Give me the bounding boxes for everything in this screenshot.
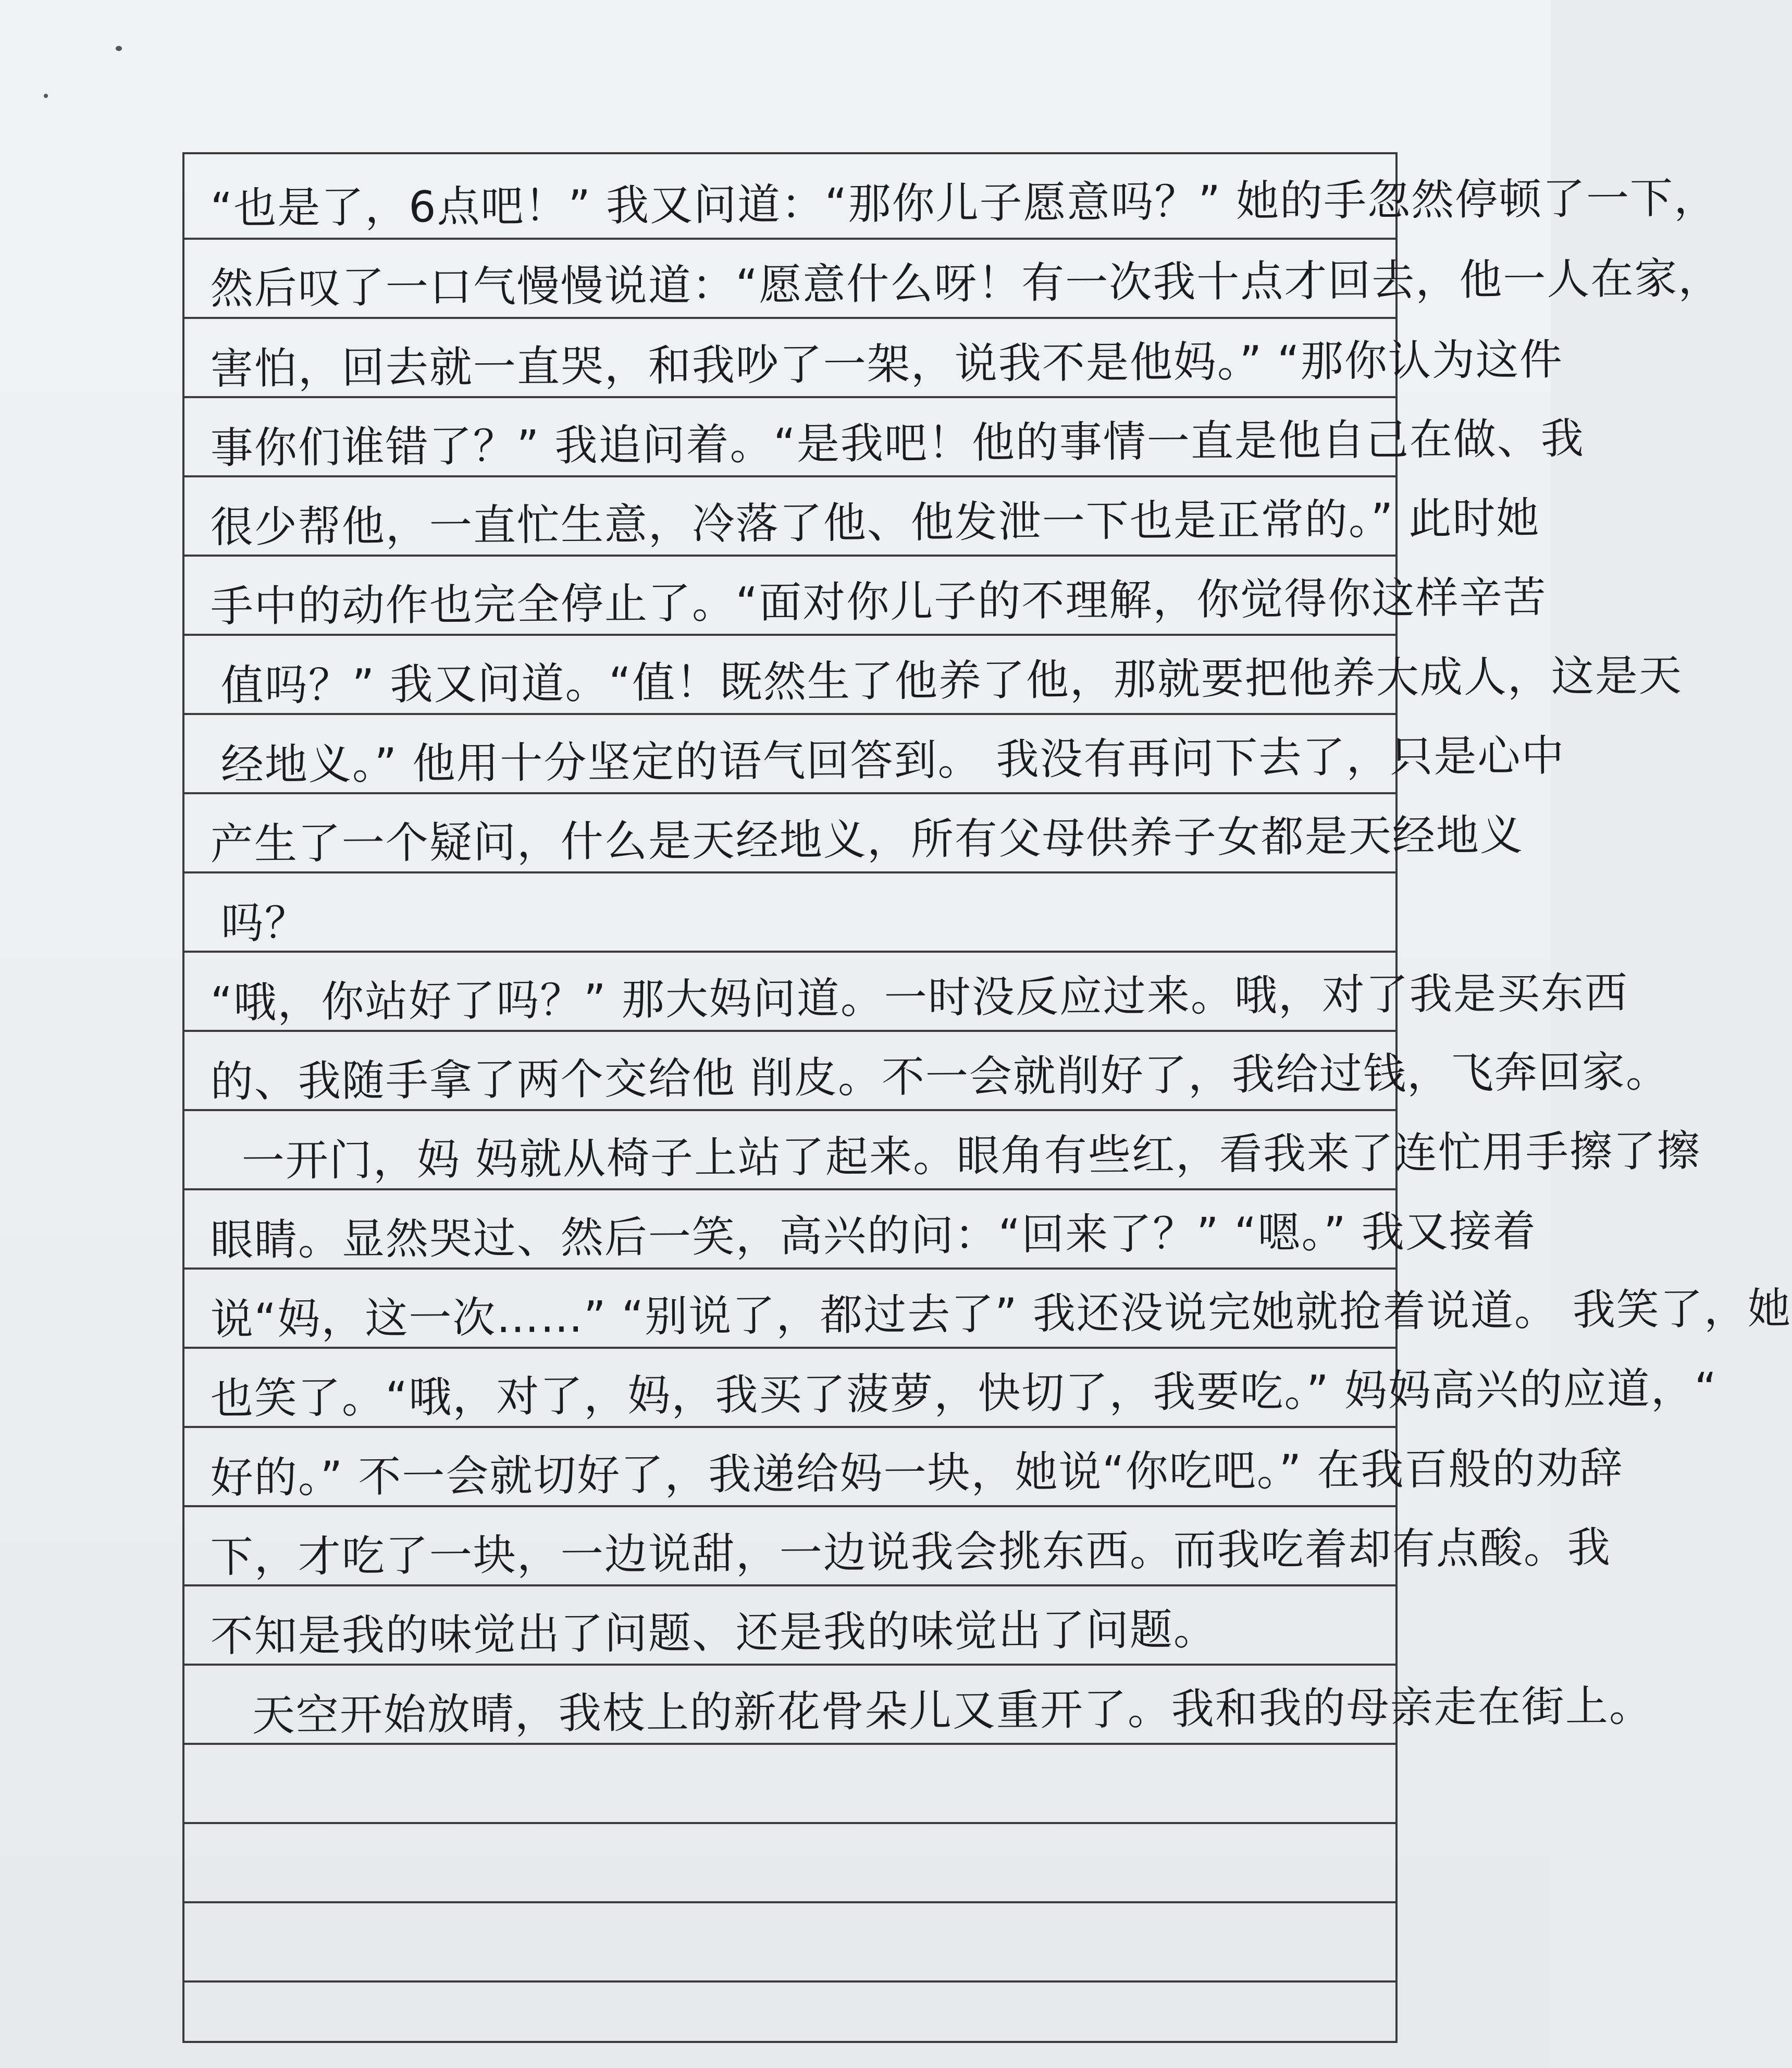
text-line: 然后叹了一口气慢慢说道：“愿意什么呀！有一次我十点才回去，他一人在家， [210, 253, 1722, 314]
text-line: 好的。” 不一会就切好了，我递给妈一块，她说“你吃吧。” 在我百般的劝辞 [210, 1444, 1624, 1503]
text-line: 很少帮他，一直忙生意，冷落了他、他发泄一下也是正常的。” 此时她 [210, 494, 1540, 552]
paper-speck [116, 46, 122, 51]
ruled-line [184, 1980, 1395, 1983]
text-line: 天空开始放晴，我枝上的新花骨朵儿又重开了。我和我的母亲走在街上。 [252, 1681, 1653, 1741]
lined-writing-area [182, 152, 1792, 2043]
text-line: “哦，你站好了吗？” 那大妈问道。一时没反应过来。哦，对了我是买东西 [210, 968, 1629, 1028]
text-line: 不知是我的味觉出了问题、还是我的味觉出了问题。 [210, 1605, 1218, 1661]
text-line: “也是了，6点吧！” 我又问道：“那你儿子愿意吗？” 她的手忽然停顿了一下， [210, 173, 1718, 233]
text-line: 经地义。” 他用十分坚定的语气回答到。 我没有再问下去了，只是心中 [220, 731, 1565, 790]
text-line: 手中的动作也完全停止了。“面对你儿子的不理解，你觉得你这样辛苦 [210, 573, 1547, 632]
text-line: 吗？ [220, 898, 309, 949]
text-line: 说“妈，这一次……” “别说了，都过去了” 我还没说完她就抢着说道。 我笑了，她 [210, 1284, 1792, 1345]
text-line: 下，才吃了一块，一边说甜，一边说我会挑东西。而我吃着却有点酸。我 [210, 1523, 1612, 1582]
ruled-line [184, 1822, 1395, 1824]
text-line: 害怕，回去就一直哭，和我吵了一架，说我不是他妈。” “那你认为这件 [210, 335, 1564, 394]
text-line: 值吗？” 我又问道。“值！既然生了他养了他，那就要把他养大成人，这是天 [220, 651, 1683, 711]
text-line: 的、我随手拿了两个交给他 削皮。不一会就削好了，我给过钱，飞奔回家。 [210, 1047, 1670, 1107]
text-line: 也笑了。“哦，对了，妈，我买了菠萝，快切了，我要吃。” 妈妈高兴的应道，“ [210, 1363, 1718, 1424]
text-line: 事你们谁错了？” 我追问着。“是我吧！他的事情一直是他自己在做、我 [210, 414, 1585, 473]
paper-speck [44, 94, 48, 98]
text-line: 产生了一个疑问，什么是天经地义，所有父母供养子女都是天经地义 [210, 810, 1524, 869]
ruled-line [184, 1901, 1395, 1903]
text-line: 眼睛。显然哭过、然后一笑，高兴的问：“回来了？” “嗯。” 我又接着 [210, 1207, 1537, 1265]
text-line: 一开门，妈 妈就从椅子上站了起来。眼角有些红，看我来了连忙用手擦了擦 [241, 1126, 1701, 1186]
